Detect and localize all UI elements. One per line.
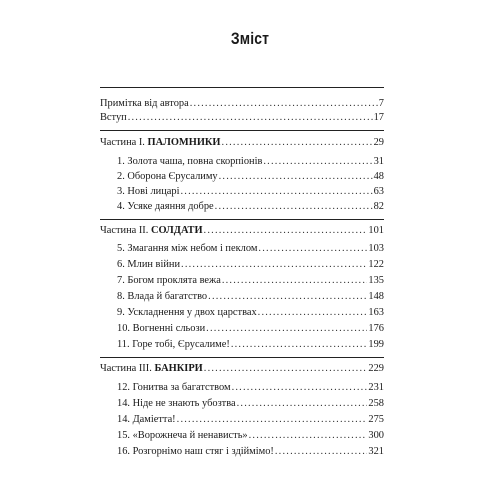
- toc-entry-introduction[interactable]: [100, 111, 384, 125]
- dot-leader: [208, 290, 367, 304]
- toc-page-number: 229: [368, 363, 384, 374]
- dot-leader: [232, 381, 368, 395]
- toc-chapter[interactable]: [117, 185, 384, 199]
- toc-chapter[interactable]: [117, 413, 384, 427]
- dot-leader: [204, 224, 368, 238]
- dot-leader: [258, 306, 368, 320]
- dot-leader: [237, 397, 368, 411]
- toc-page-number: 275: [368, 414, 384, 425]
- page-title: Зміст: [230, 29, 270, 48]
- dot-leader: [190, 97, 378, 111]
- section-divider: [100, 130, 384, 131]
- dot-leader: [231, 338, 368, 352]
- toc-chapter[interactable]: [117, 381, 384, 395]
- toc-page-number: 7: [378, 98, 384, 109]
- toc-entry-label: 15. «Ворожнеча й ненависть»: [117, 430, 248, 441]
- dot-leader: [275, 445, 368, 459]
- toc-page-number: 101: [368, 225, 384, 236]
- toc-chapter[interactable]: [117, 338, 384, 352]
- dot-leader: [258, 242, 367, 256]
- toc-page-number: 300: [368, 430, 384, 441]
- dot-leader: [215, 200, 373, 214]
- toc-page-number: 231: [368, 382, 384, 393]
- part-name: БАНКІРИ: [154, 363, 203, 374]
- toc-page-number: 163: [368, 307, 384, 318]
- toc-chapter[interactable]: [117, 274, 384, 288]
- toc-entry-label: 4. Усяке даяння добре: [117, 201, 214, 212]
- toc-entry-label: 14. Даміетта!: [117, 414, 176, 425]
- toc-entry-label: 8. Влада й багатство: [117, 291, 208, 302]
- toc-page-number: 48: [373, 171, 384, 182]
- toc-page-number: 148: [368, 291, 384, 302]
- part-prefix: Частина I.: [100, 137, 145, 148]
- toc-part-label: [100, 362, 203, 376]
- section-divider: [100, 219, 384, 220]
- toc-page-number: 29: [373, 137, 384, 148]
- part-prefix: Частина II.: [100, 225, 149, 236]
- part-name: СОЛДАТИ: [150, 225, 203, 236]
- toc-entry-label: 12. Гонитва за багатством: [117, 382, 231, 393]
- toc-page-number: 199: [368, 339, 384, 350]
- toc-chapter[interactable]: [117, 306, 384, 320]
- toc-entry-label: 7. Богом проклята вежа: [117, 275, 221, 286]
- dot-leader: [206, 322, 367, 336]
- toc-part-label: [100, 224, 203, 238]
- toc-entry-author-note[interactable]: [100, 97, 384, 111]
- part-name: ПАЛОМНИКИ: [147, 137, 221, 148]
- toc-part-2[interactable]: [100, 224, 384, 238]
- toc-entry-label: 3. Нові лицарі: [117, 186, 180, 197]
- toc-chapter[interactable]: [117, 200, 384, 214]
- toc-page-number: 258: [368, 398, 384, 409]
- toc-chapter[interactable]: [117, 290, 384, 304]
- toc-page-number: 103: [368, 243, 384, 254]
- toc-chapter[interactable]: [117, 170, 384, 184]
- section-divider: [100, 357, 384, 358]
- toc-chapter[interactable]: [117, 445, 384, 459]
- toc-entry-label: 11. Горе тобі, Єрусалиме!: [117, 339, 230, 350]
- toc-page-number: 321: [368, 446, 384, 457]
- toc-entry-label: 1. Золота чаша, повна скорпіонів: [117, 156, 263, 167]
- dot-leader: [249, 429, 368, 443]
- toc-chapter[interactable]: [117, 429, 384, 443]
- toc-part-3[interactable]: [100, 362, 384, 376]
- toc-chapter[interactable]: [117, 155, 384, 169]
- section-divider: [100, 87, 384, 88]
- dot-leader: [222, 274, 368, 288]
- toc-page-number: 82: [373, 201, 384, 212]
- part-prefix: Частина III.: [100, 363, 152, 374]
- toc-entry-label: 14. Ніде не знають убозтва: [117, 398, 236, 409]
- toc-entry-label: 10. Вогненні сльози: [117, 323, 206, 334]
- toc-chapter[interactable]: [117, 397, 384, 411]
- toc-part-1[interactable]: [100, 136, 384, 150]
- toc-entry-label: Примітка від автора: [100, 98, 189, 109]
- dot-leader: [180, 185, 372, 199]
- toc-entry-label: 9. Ускладнення у двох царствах: [117, 307, 257, 318]
- toc-page-number: 122: [368, 259, 384, 270]
- dot-leader: [181, 258, 367, 272]
- toc-chapter[interactable]: [117, 258, 384, 272]
- dot-leader: [128, 111, 373, 125]
- toc-entry-label: 5. Змагання між небом і пеклом: [117, 243, 258, 254]
- toc-page-number: 176: [368, 323, 384, 334]
- toc-page-number: 63: [373, 186, 384, 197]
- toc-chapter[interactable]: [117, 322, 384, 336]
- dot-leader: [219, 170, 373, 184]
- toc-chapter[interactable]: [117, 242, 384, 256]
- toc-entry-label: 16. Розгорнімо наш стяг і здіймімо!: [117, 446, 274, 457]
- toc-part-label: [100, 136, 221, 150]
- dot-leader: [177, 413, 368, 427]
- toc-entry-label: 2. Оборона Єрусалиму: [117, 171, 218, 182]
- dot-leader: [222, 136, 373, 150]
- toc-page-number: 135: [368, 275, 384, 286]
- toc-entry-label: 6. Млин війни: [117, 259, 181, 270]
- dot-leader: [204, 362, 368, 376]
- dot-leader: [263, 155, 372, 169]
- toc-page-number: 31: [373, 156, 384, 167]
- toc-page-number: 17: [373, 112, 384, 123]
- toc-entry-label: Вступ: [100, 112, 127, 123]
